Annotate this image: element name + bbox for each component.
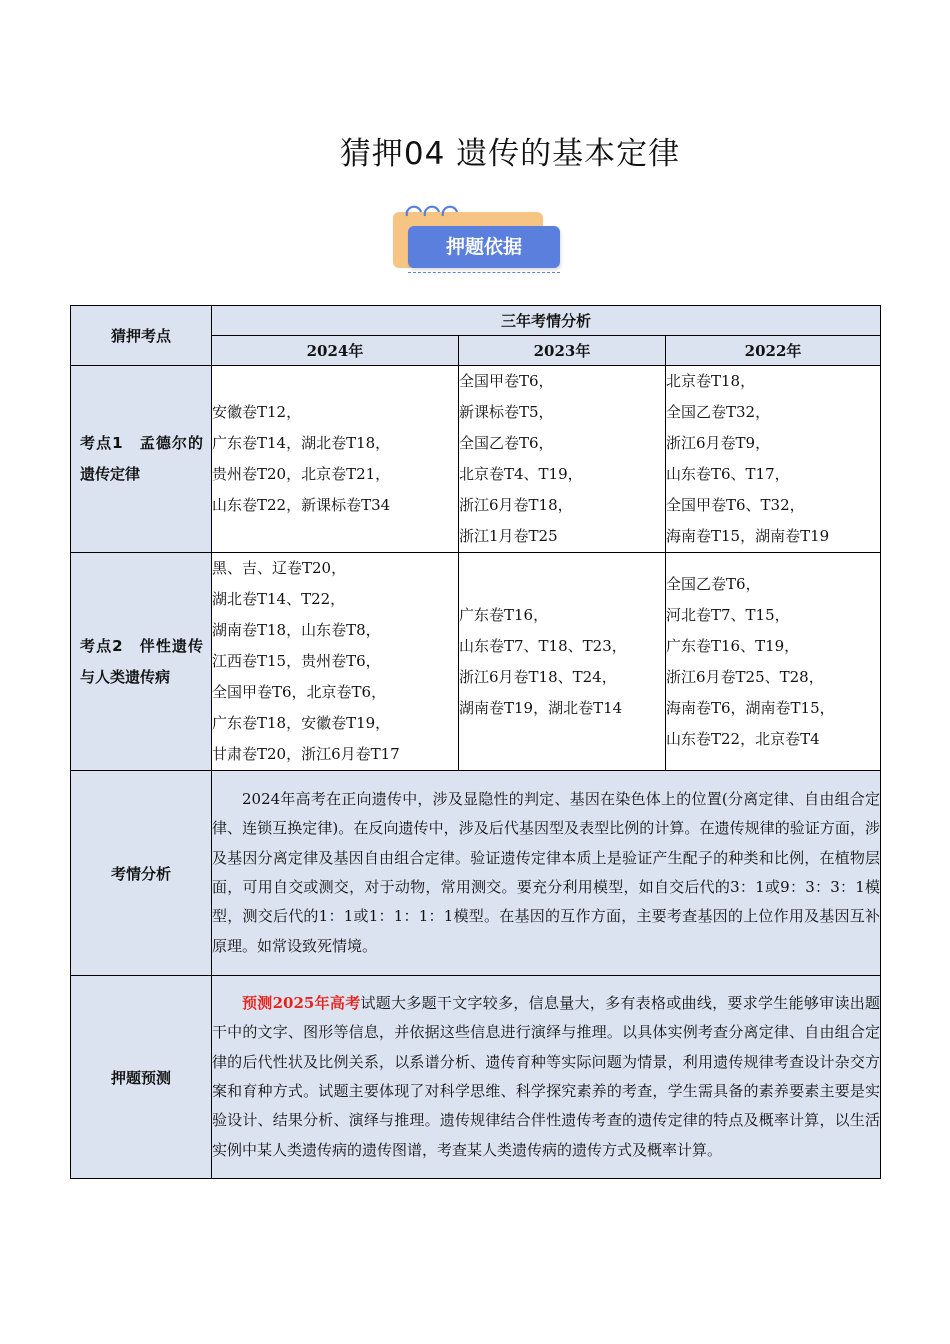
cell-kaodian2-2022: 全国乙卷T6， 河北卷T7、T15， 广东卷T16、T19， 浙江6月卷T25、T28， 海南卷T6，湖南卷T15， 山东卷T22，北京卷T4: [666, 553, 881, 771]
binder-rings-icon: [403, 198, 463, 220]
badge-label: 押题依据: [408, 226, 560, 268]
cell-kaodian2-2023: 广东卷T16， 山东卷T7、T18、T23， 浙江6月卷T18、T24， 湖南卷T19，湖北卷T14: [459, 553, 666, 771]
header-kaodian: 猜押考点: [71, 306, 212, 366]
prediction-text: 试题大多题干文字较多，信息量大，多有表格或曲线，要求学生能够审读出题干中的文字、图形等信息，并依据这些信息进行演绎与推理。以具体实例考查分离定律、自由组合定律的后代性状及比例关系，以系谱分析、遗传育种等实际问题为情景，利用遗传规律考查设计杂交方案和育种方式。试题主要体现了对科学思维、科学探究素养的考查，学生需具备的素养要素主要是实验设计、结果分析、演绎与推理。遗传规律结合伴性遗传考查的遗传定律的特点及概率计算，以生活实例中某人类遗传病的遗传图谱，考查某人类遗传病的遗传方式及概率计算。: [212, 994, 881, 1159]
section-badge: [393, 198, 563, 280]
prediction-paragraph: [212, 976, 881, 1179]
row-head-kaodian-1: 考点1 孟德尔的遗传定律: [71, 366, 212, 553]
page-title: 猜押04 遗传的基本定律: [339, 136, 681, 172]
prediction-highlight: 预测2025年高考: [242, 994, 361, 1013]
row-head-kaodian-2: 考点2 伴性遗传与人类遗传病: [71, 553, 212, 771]
cell-kaodian1-2024: 安徽卷T12， 广东卷T14，湖北卷T18， 贵州卷T20，北京卷T21， 山东卷T22，新课标卷T34: [212, 366, 459, 553]
header-year-2022: 2022年: [666, 336, 881, 366]
analysis-paragraph: 2024年高考在正向遗传中，涉及显隐性的判定、基因在染色体上的位置(分离定律、自由组合定律、连锁互换定律)。在反向遗传中，涉及后代基因型及表型比例的计算。在遗传规律的验证方面，涉及基因分离定律及基因自由组合定律。验证遗传定律本质上是验证产生配子的种类和比例，在植物层面，可用自交或测交，对于动物，常用测交。要充分利用模型，如自交后代的3：1或9：3：3：1模型，测交后代的1：1或1：1：1：1模型。在基因的互作方面，主要考查基因的上位作用及基因互补原理。如常设致死情境。: [212, 771, 881, 976]
cell-kaodian1-2022: 北京卷T18， 全国乙卷T32， 浙江6月卷T9， 山东卷T6、T17， 全国甲卷T6、T32， 海南卷T15，湖南卷T19: [666, 366, 881, 553]
cell-kaodian1-2023: 全国甲卷T6， 新课标卷T5， 全国乙卷T6， 北京卷T4、T19， 浙江6月卷T18， 浙江1月卷T25: [459, 366, 666, 553]
header-three-year-analysis: 三年考情分析: [212, 306, 881, 336]
row-head-analysis: 考情分析: [71, 771, 212, 976]
row-head-prediction: 押题预测: [71, 976, 212, 1179]
cell-kaodian2-2024: 黑、吉、辽卷T20， 湖北卷T14、T22， 湖南卷T18，山东卷T8， 江西卷T15，贵州卷T6， 全国甲卷T6，北京卷T6， 广东卷T18，安徽卷T19， 甘肃卷T20，浙江6月卷T17: [212, 553, 459, 771]
badge-dashed-line: [408, 272, 560, 273]
header-year-2023: 2023年: [459, 336, 666, 366]
analysis-table: [70, 305, 881, 1179]
header-year-2024: 2024年: [212, 336, 459, 366]
